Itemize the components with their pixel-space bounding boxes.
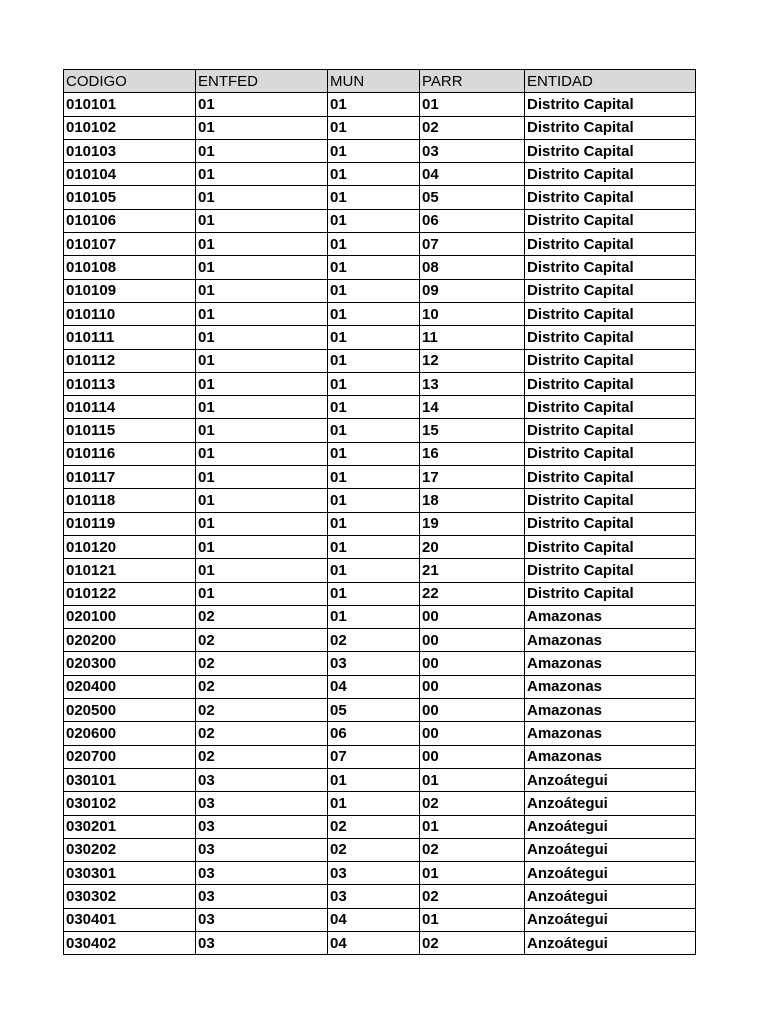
table-row: [64, 675, 696, 698]
cell-codigo: 010105: [64, 186, 196, 209]
cell-codigo: 010115: [64, 419, 196, 442]
cell-mun: 02: [328, 815, 420, 838]
cell-codigo: 010108: [64, 256, 196, 279]
cell-mun: 03: [328, 862, 420, 885]
table-row: [64, 512, 696, 535]
cell-parr: 19: [420, 512, 525, 535]
cell-entidad: Amazonas: [525, 629, 696, 652]
cell-entidad: Anzoátegui: [525, 792, 696, 815]
cell-entfed: 02: [196, 699, 328, 722]
cell-codigo: 020200: [64, 629, 196, 652]
cell-parr: 00: [420, 629, 525, 652]
cell-entfed: 01: [196, 326, 328, 349]
cell-entfed: 01: [196, 256, 328, 279]
cell-codigo: 020400: [64, 675, 196, 698]
cell-codigo: 030102: [64, 792, 196, 815]
cell-entfed: 01: [196, 302, 328, 325]
cell-mun: 05: [328, 699, 420, 722]
cell-codigo: 010112: [64, 349, 196, 372]
table-row: [64, 349, 696, 372]
table-row: [64, 279, 696, 302]
cell-parr: 00: [420, 722, 525, 745]
cell-entidad: Distrito Capital: [525, 582, 696, 605]
cell-codigo: 010103: [64, 139, 196, 162]
cell-parr: 01: [420, 768, 525, 791]
cell-entfed: 02: [196, 675, 328, 698]
header-entfed: ENTFED: [196, 70, 328, 93]
cell-codigo: 020300: [64, 652, 196, 675]
cell-entidad: Distrito Capital: [525, 559, 696, 582]
table-row: [64, 908, 696, 931]
cell-parr: 03: [420, 139, 525, 162]
cell-entfed: 02: [196, 605, 328, 628]
cell-mun: 01: [328, 768, 420, 791]
table-row: [64, 209, 696, 232]
cell-codigo: 010116: [64, 442, 196, 465]
cell-codigo: 030301: [64, 862, 196, 885]
cell-entidad: Distrito Capital: [525, 233, 696, 256]
cell-parr: 00: [420, 652, 525, 675]
cell-entidad: Distrito Capital: [525, 209, 696, 232]
cell-codigo: 010111: [64, 326, 196, 349]
cell-codigo: 030401: [64, 908, 196, 931]
cell-parr: 15: [420, 419, 525, 442]
cell-mun: 04: [328, 931, 420, 954]
cell-parr: 00: [420, 745, 525, 768]
cell-codigo: 010109: [64, 279, 196, 302]
cell-entidad: Distrito Capital: [525, 279, 696, 302]
cell-codigo: 010120: [64, 535, 196, 558]
table-row: [64, 838, 696, 861]
cell-codigo: 010118: [64, 489, 196, 512]
cell-entidad: Amazonas: [525, 675, 696, 698]
cell-entfed: 03: [196, 768, 328, 791]
cell-codigo: 010101: [64, 93, 196, 116]
cell-parr: 05: [420, 186, 525, 209]
cell-parr: 01: [420, 908, 525, 931]
table-row: [64, 885, 696, 908]
cell-mun: 01: [328, 139, 420, 162]
table-row: [64, 256, 696, 279]
header-row: [64, 70, 696, 93]
cell-codigo: 030201: [64, 815, 196, 838]
cell-entidad: Amazonas: [525, 745, 696, 768]
header-codigo: CODIGO: [64, 70, 196, 93]
cell-entidad: Distrito Capital: [525, 442, 696, 465]
cell-entidad: Amazonas: [525, 699, 696, 722]
table-row: [64, 302, 696, 325]
cell-entidad: Distrito Capital: [525, 466, 696, 489]
cell-parr: 12: [420, 349, 525, 372]
cell-mun: 02: [328, 629, 420, 652]
table-row: [64, 466, 696, 489]
cell-codigo: 010107: [64, 233, 196, 256]
table-row: [64, 326, 696, 349]
cell-mun: 04: [328, 908, 420, 931]
cell-parr: 16: [420, 442, 525, 465]
cell-entfed: 03: [196, 931, 328, 954]
cell-mun: 01: [328, 279, 420, 302]
cell-mun: 01: [328, 792, 420, 815]
table-row: [64, 419, 696, 442]
cell-entidad: Anzoátegui: [525, 838, 696, 861]
cell-entfed: 01: [196, 139, 328, 162]
cell-entidad: Distrito Capital: [525, 512, 696, 535]
cell-entfed: 03: [196, 908, 328, 931]
cell-mun: 01: [328, 559, 420, 582]
cell-codigo: 010104: [64, 163, 196, 186]
cell-entidad: Anzoátegui: [525, 885, 696, 908]
cell-codigo: 030402: [64, 931, 196, 954]
table-row: [64, 722, 696, 745]
cell-mun: 01: [328, 396, 420, 419]
cell-mun: 01: [328, 326, 420, 349]
table-row: [64, 163, 696, 186]
cell-codigo: 010106: [64, 209, 196, 232]
cell-mun: 01: [328, 512, 420, 535]
table-row: [64, 652, 696, 675]
cell-entidad: Distrito Capital: [525, 349, 696, 372]
cell-parr: 17: [420, 466, 525, 489]
cell-entfed: 01: [196, 349, 328, 372]
cell-entfed: 03: [196, 885, 328, 908]
cell-entidad: Distrito Capital: [525, 302, 696, 325]
cell-codigo: 010102: [64, 116, 196, 139]
cell-parr: 21: [420, 559, 525, 582]
table-row: [64, 699, 696, 722]
cell-entidad: Distrito Capital: [525, 93, 696, 116]
table-row: [64, 745, 696, 768]
cell-parr: 00: [420, 675, 525, 698]
cell-parr: 10: [420, 302, 525, 325]
cell-parr: 01: [420, 93, 525, 116]
cell-entidad: Anzoátegui: [525, 768, 696, 791]
cell-codigo: 030302: [64, 885, 196, 908]
cell-parr: 09: [420, 279, 525, 302]
cell-codigo: 010110: [64, 302, 196, 325]
cell-mun: 01: [328, 466, 420, 489]
table-row: [64, 768, 696, 791]
cell-mun: 01: [328, 209, 420, 232]
table-row: [64, 862, 696, 885]
cell-entfed: 02: [196, 722, 328, 745]
table-row: [64, 93, 696, 116]
cell-entidad: Amazonas: [525, 605, 696, 628]
cell-entidad: Distrito Capital: [525, 256, 696, 279]
table-row: [64, 629, 696, 652]
cell-entidad: Distrito Capital: [525, 489, 696, 512]
cell-entfed: 03: [196, 815, 328, 838]
cell-parr: 06: [420, 209, 525, 232]
table-row: [64, 372, 696, 395]
cell-entfed: 01: [196, 209, 328, 232]
cell-codigo: 020700: [64, 745, 196, 768]
cell-parr: 00: [420, 699, 525, 722]
cell-entfed: 02: [196, 629, 328, 652]
cell-parr: 07: [420, 233, 525, 256]
table-row: [64, 605, 696, 628]
cell-mun: 01: [328, 93, 420, 116]
table-row: [64, 489, 696, 512]
cell-entidad: Distrito Capital: [525, 139, 696, 162]
table-row: [64, 535, 696, 558]
cell-entfed: 02: [196, 652, 328, 675]
cell-mun: 03: [328, 652, 420, 675]
cell-parr: 02: [420, 885, 525, 908]
cell-codigo: 020100: [64, 605, 196, 628]
cell-entidad: Distrito Capital: [525, 326, 696, 349]
cell-codigo: 020500: [64, 699, 196, 722]
cell-entfed: 01: [196, 396, 328, 419]
cell-mun: 01: [328, 442, 420, 465]
cell-parr: 02: [420, 931, 525, 954]
cell-mun: 06: [328, 722, 420, 745]
cell-entfed: 01: [196, 419, 328, 442]
cell-codigo: 010122: [64, 582, 196, 605]
cell-entidad: Distrito Capital: [525, 186, 696, 209]
cell-parr: 13: [420, 372, 525, 395]
cell-mun: 01: [328, 535, 420, 558]
cell-entidad: Anzoátegui: [525, 931, 696, 954]
cell-entfed: 01: [196, 372, 328, 395]
cell-entfed: 01: [196, 582, 328, 605]
cell-entfed: 01: [196, 489, 328, 512]
cell-mun: 01: [328, 233, 420, 256]
table-row: [64, 582, 696, 605]
cell-codigo: 010114: [64, 396, 196, 419]
cell-mun: 01: [328, 372, 420, 395]
cell-parr: 22: [420, 582, 525, 605]
cell-entidad: Distrito Capital: [525, 163, 696, 186]
table-row: [64, 116, 696, 139]
cell-entfed: 02: [196, 745, 328, 768]
cell-parr: 18: [420, 489, 525, 512]
header-entidad: ENTIDAD: [525, 70, 696, 93]
cell-codigo: 010117: [64, 466, 196, 489]
table-row: [64, 792, 696, 815]
cell-mun: 02: [328, 838, 420, 861]
data-table: [63, 69, 696, 955]
cell-entfed: 01: [196, 559, 328, 582]
cell-mun: 01: [328, 256, 420, 279]
cell-entidad: Distrito Capital: [525, 535, 696, 558]
cell-entfed: 01: [196, 466, 328, 489]
table-header: [64, 70, 696, 93]
cell-parr: 02: [420, 838, 525, 861]
cell-parr: 04: [420, 163, 525, 186]
cell-codigo: 030202: [64, 838, 196, 861]
cell-entfed: 01: [196, 535, 328, 558]
cell-entfed: 01: [196, 442, 328, 465]
table-row: [64, 139, 696, 162]
cell-mun: 01: [328, 116, 420, 139]
cell-entidad: Distrito Capital: [525, 419, 696, 442]
cell-entfed: 03: [196, 838, 328, 861]
cell-entfed: 01: [196, 512, 328, 535]
cell-entidad: Amazonas: [525, 722, 696, 745]
table-row: [64, 442, 696, 465]
cell-codigo: 030101: [64, 768, 196, 791]
cell-entidad: Anzoátegui: [525, 815, 696, 838]
table-row: [64, 186, 696, 209]
cell-entfed: 01: [196, 93, 328, 116]
cell-mun: 01: [328, 349, 420, 372]
cell-mun: 01: [328, 489, 420, 512]
cell-mun: 01: [328, 186, 420, 209]
cell-entfed: 01: [196, 163, 328, 186]
cell-entidad: Distrito Capital: [525, 116, 696, 139]
cell-codigo: 020600: [64, 722, 196, 745]
cell-entidad: Anzoátegui: [525, 862, 696, 885]
header-parr: PARR: [420, 70, 525, 93]
cell-mun: 04: [328, 675, 420, 698]
cell-entfed: 03: [196, 792, 328, 815]
cell-parr: 14: [420, 396, 525, 419]
cell-entfed: 01: [196, 279, 328, 302]
cell-entidad: Anzoátegui: [525, 908, 696, 931]
table-row: [64, 931, 696, 954]
cell-codigo: 010121: [64, 559, 196, 582]
table-body: [64, 93, 696, 955]
cell-entfed: 03: [196, 862, 328, 885]
cell-mun: 01: [328, 605, 420, 628]
cell-mun: 01: [328, 163, 420, 186]
cell-mun: 07: [328, 745, 420, 768]
cell-parr: 01: [420, 815, 525, 838]
table-row: [64, 559, 696, 582]
cell-entidad: Amazonas: [525, 652, 696, 675]
cell-parr: 11: [420, 326, 525, 349]
table-row: [64, 396, 696, 419]
table-row: [64, 815, 696, 838]
cell-entfed: 01: [196, 186, 328, 209]
cell-entfed: 01: [196, 233, 328, 256]
table-row: [64, 233, 696, 256]
cell-parr: 20: [420, 535, 525, 558]
cell-parr: 02: [420, 792, 525, 815]
cell-entidad: Distrito Capital: [525, 372, 696, 395]
cell-parr: 08: [420, 256, 525, 279]
cell-codigo: 010119: [64, 512, 196, 535]
cell-mun: 01: [328, 302, 420, 325]
cell-parr: 01: [420, 862, 525, 885]
cell-codigo: 010113: [64, 372, 196, 395]
cell-parr: 00: [420, 605, 525, 628]
cell-parr: 02: [420, 116, 525, 139]
cell-mun: 03: [328, 885, 420, 908]
cell-entfed: 01: [196, 116, 328, 139]
cell-mun: 01: [328, 419, 420, 442]
header-mun: MUN: [328, 70, 420, 93]
cell-mun: 01: [328, 582, 420, 605]
cell-entidad: Distrito Capital: [525, 396, 696, 419]
